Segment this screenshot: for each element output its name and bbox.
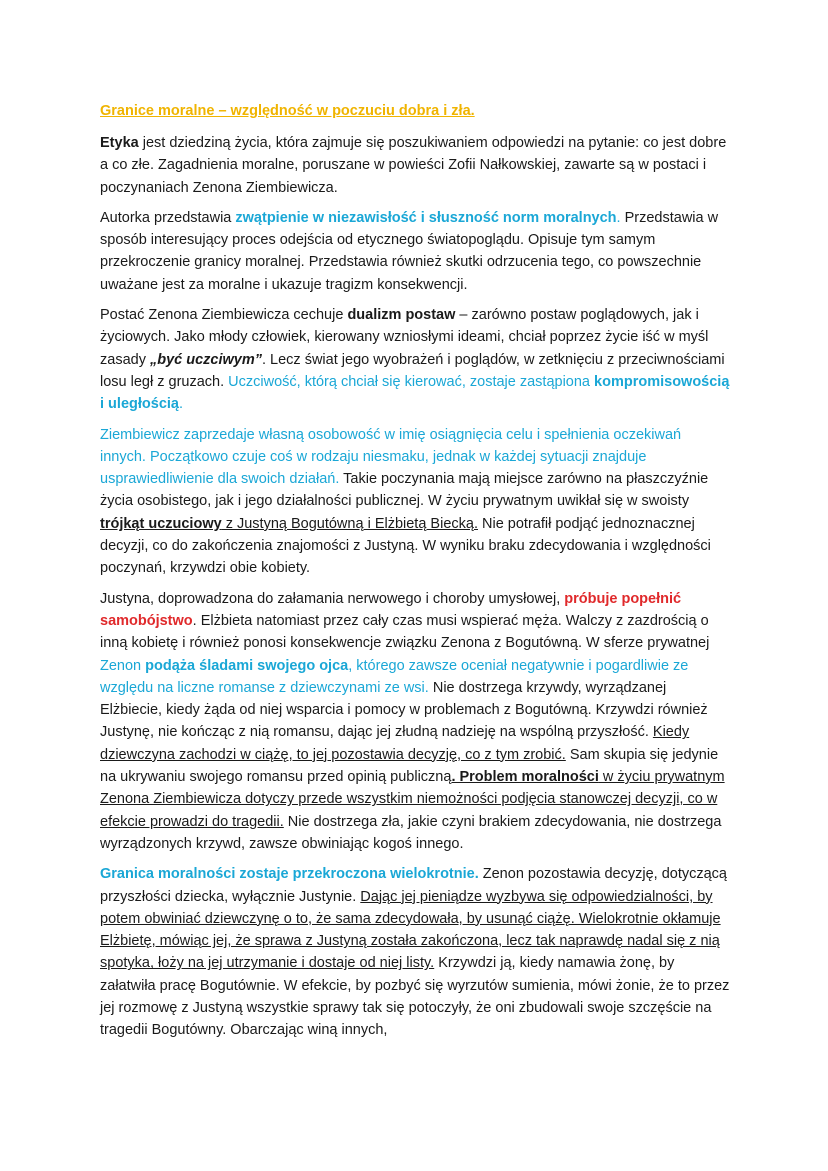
p3-text-c: . Lecz świat jego wyobrażeń i poglądów, w zetknięciu z przeciwnościami losu legł z gruzach. <box>100 351 725 390</box>
p1-text: jest dziedziną życia, która zajmuje się poszukiwaniem odpowiedzi na pytanie: co jest dobre a co złe. Zagadnienia moralne, poruszane w powieści Zofii Nałkowskiej, zawarte są w postaci i poczynaniach Zenona Ziembiewicza. <box>100 135 727 196</box>
p5-text-c: Nie dostrzega krzywdy, wyrządzanej Elżbiecie, kiedy żąda od niej wsparcia i pomocy w problemach z Bogutówną. Krzywdzi również Justynę, nie kończąc z nią romansu, dając jej złudną nadzieję na wspólną przyszłość. <box>100 679 708 741</box>
p4-bold-underline: trójkąt uczuciowy <box>100 515 222 532</box>
paragraph-5 <box>100 588 730 856</box>
p4-cyan-text: Ziembiewicz zaprzedaje własną osobowość w imię osiągnięcia celu i spełnienia oczekiwań innych. Początkowo czuje coś w rodzaju niesmaku, jednak w każdej sytuacji znajduje usprawiedliwienie dla swoich działań. <box>100 426 682 488</box>
p4-text-a: Takie poczynania mają miejsce zarówno na płaszczyźnie życia osobistego, jak i jego działalności publicznej. W życiu prywatnym uwikłał się w swoisty <box>100 471 709 510</box>
p2-text-a: Autorka przedstawia <box>100 209 236 226</box>
paragraph-6 <box>100 863 730 1041</box>
p2-text-b: Przedstawia w sposób interesujący proces odejścia od etycznego światopoglądu. Opisuje tym samym przekroczenie granicy moralnej. Przedstawia również skutki odrzucenia tego, co powszechnie uważane jest za moralne i ukazuje tragizm konsekwencji. <box>100 209 719 293</box>
p2-dot: . <box>616 209 621 226</box>
p5-bold-underline: . Problem moralności <box>451 769 599 786</box>
p5-text-e: Nie dostrzega zła, jakie czyni brakiem zdecydowania, nie dostrzega wyrządzonych krzywd, zawsze obwiniając kogoś innego. <box>100 813 722 852</box>
p6-underline: Dając jej pieniądze wyzbywa się odpowiedzialności, by potem obwiniać dziewczynę o to, że sama zdecydowała, by usunąć ciążę. Wielokrotnie okłamuje Elżbietę, mówiąc jej, że sprawa z Justyną została zakończona, lecz tak naprawdę nadal się z nią spotyka, łoży na jej utrzymanie i dostaje od niej listy. <box>100 888 721 972</box>
paragraph-3 <box>100 304 730 415</box>
p4-underline: z Justyną Bogutówną i Elżbietą Biecką. <box>221 515 478 532</box>
p3-cyan-text: Uczciwość, którą chciał się kierować, zostaje zastąpiona <box>228 373 595 390</box>
paragraph-2 <box>100 207 730 296</box>
p1-bold-term: Etyka <box>100 135 139 151</box>
p6-cyan-bold: Granica moralności zostaje przekroczona wielokrotnie. <box>100 866 479 883</box>
p5-cyan-a: Zenon <box>100 657 146 674</box>
p3-text-a: Postać Zenona Ziembiewicza cechuje <box>100 307 348 324</box>
p5-text-a: Justyna, doprowadzona do załamania nerwowego i choroby umysłowej, <box>100 590 565 607</box>
p3-cyan-bold: kompromisowością i uległością <box>100 373 730 413</box>
p5-underline-b: w życiu prywatnym Zenona Ziembiewicza dotyczy przede wszystkim niemożności podjęcia stanowczej decyzji, co w efekcie prowadzi do tragedii. <box>100 769 725 830</box>
document-title: Granice moralne – względność w poczuciu dobra i zła. <box>100 103 475 119</box>
p3-cyan-dot: . <box>178 396 184 413</box>
p6-text-a: Zenon pozostawia decyzję, dotyczącą przyszłości dziecka, wyłącznie Justynie. <box>100 866 727 905</box>
p5-cyan-bold: podąża śladami swojego ojca <box>145 657 349 674</box>
p5-text-b: . Elżbieta natomiast przez cały czas musi wspierać męża. Walczy z zazdrością o inną kobietę i również ponosi konsekwencje związku Zenona z Bogutówną. W sferze prywatnej <box>100 612 710 652</box>
p6-text-b: Krzywdzi ją, kiedy namawia żonę, by załatwiła pracę Bogutównie. W efekcie, by pozbyć się wyrzutów sumienia, mówi żonie, że to przez jej rozmowę z Justyną wszystkie sprawy tak się potoczyły, że oni zbudowali swoje szczęście na tragedii Bogutówny. Obarczając winą innych, <box>100 955 730 1039</box>
p2-highlight: zwątpienie w niezawisłość i słuszność norm moralnych <box>235 209 617 226</box>
p5-text-d: Sam skupia się jedynie na ukrywaniu swojego romansu przed opinią publiczną <box>100 746 719 786</box>
p5-cyan-b: , którego zawsze oceniał negatywnie i pogardliwie ze względu na liczne romanse z dziewczynami ze wsi. <box>100 657 689 696</box>
paragraph-4 <box>100 424 730 580</box>
p4-text-b: Nie potrafił podjąć jednoznacznej decyzji, co do zakończenia znajomości z Justyną. W wyniku braku zdecydowania i względności poczynań, krzywdzi obie kobiety. <box>100 515 711 577</box>
p3-bold-term: dualizm postaw <box>347 307 456 324</box>
paragraph-1 <box>100 132 730 199</box>
p3-quote: „być uczciwym” <box>149 351 262 368</box>
p5-red-bold: próbuje popełnić samobójstwo <box>100 590 682 629</box>
p5-underline-a: Kiedy dziewczyna zachodzi w ciążę, to jej pozostawia decyzję, co z tym zrobić. <box>100 724 690 763</box>
p3-text-b: – zarówno postaw poglądowych, jak i życiowych. Jako młody człowiek, kierowany wzniosłymi ideami, chciał poprzez życie iść w myśl zasady <box>100 307 709 368</box>
